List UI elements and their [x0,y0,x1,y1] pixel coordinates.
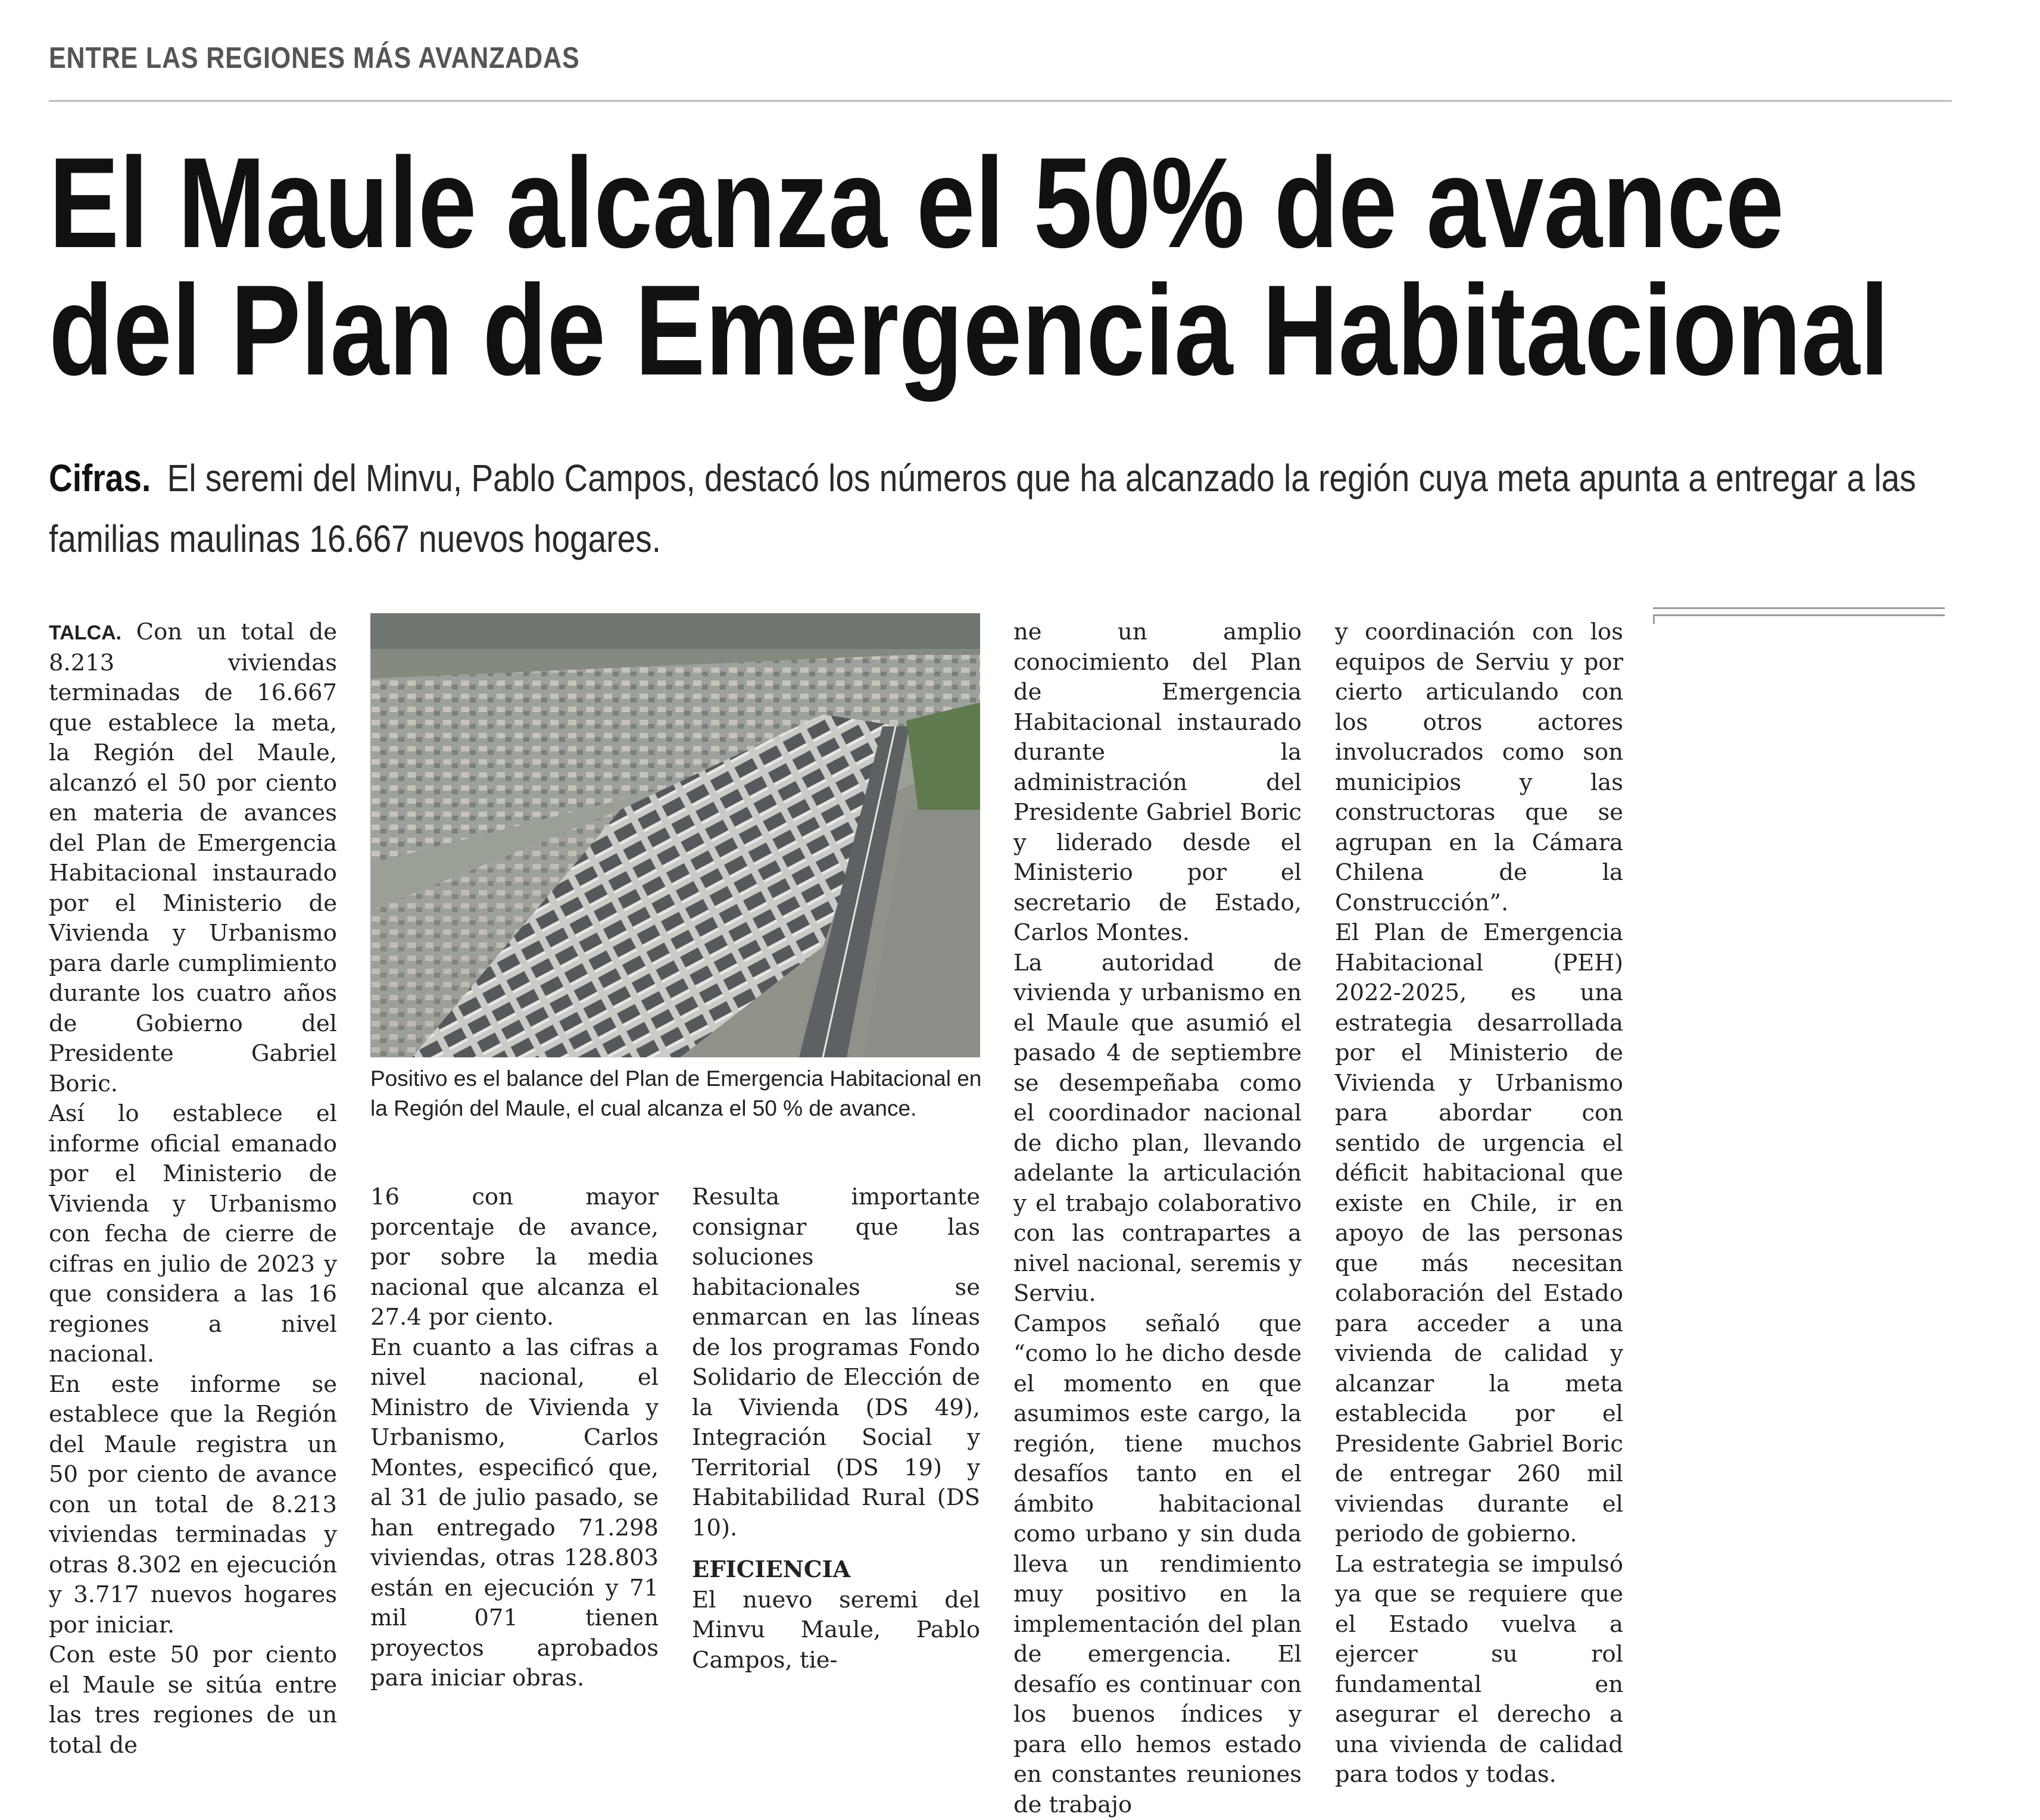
col1-paragraph-2: Así lo establece el informe oficial emanado por el Ministerio de Vivienda y Urbanismo con fecha de cierre de cifras en julio de 2023 y que considera a las 16 regiones a nivel nacional. [49,1099,337,1370]
body-column-4 [1013,617,1302,1820]
lede [49,448,1964,569]
col1-paragraph-3: En este informe se establece que la Región del Maule registra un 50 por ciento de avance con un total de 8.213 viviendas terminadas y otras 8.302 en ejecución y 3.717 nuevos hogares por iniciar. [49,1370,337,1641]
col5-paragraph-2: El Plan de Emergencia Habitacional (PEH) 2022-2025, es una estrategia desarrollada por el Ministerio de Vivienda y Urbanismo para abordar con sentido de urgencia el déficit habitacional que existe en Chile, ir en apoyo de las personas que más necesitan colaboración del Estado para acceder a una vivienda de calidad y alcanzar la meta establecida por el Presidente Gabriel Boric de entregar 260 mil viviendas durante el periodo de gobierno. [1335,918,1623,1550]
body-column-3 [692,1182,980,1675]
headline [49,138,1680,393]
photo-caption: Positivo es el balance del Plan de Emergencia Habitacional en la Región del Maule, el cual alcanza el 50 % de avance. [370,1064,990,1123]
col3-paragraph-2: El nuevo seremi del Minvu Maule, Pablo Campos, tie- [692,1585,980,1676]
sidebar-box-frame [1653,607,1945,624]
housing-aerial-photo [370,613,980,1057]
sidebar-rule-top [1653,607,1945,609]
col4-paragraph-1: ne un amplio conocimiento del Plan de Emergencia Habitacional instaurado durante la administración del Presidente Gabriel Boric y liderado desde el Ministerio por el secretario de Estado, Carlos Montes. [1013,617,1302,948]
lede-label: Cifras. [49,457,151,500]
col1-p1-text: Con un total de 8.213 viviendas terminadas de 16.667 que establece la meta, la Región del Maule, alcanzó el 50 por ciento en materia de avances del Plan de Emergencia Habitacional instaurado por el Ministerio de Vivienda y Urbanismo para darle cumplimiento durante los cuatro años de Gobierno del Presidente Gabriel Boric. [49,619,337,1097]
col3-paragraph-1: Resulta importante consignar que las soluciones habitacionales se enmarcan en las líneas de los programas Fondo Solidario de Elección de la Vivienda (DS 49), Integración Social y Territorial (DS 19) y Habitabilidad Rural (DS 10). [692,1182,980,1543]
col2-paragraph-2: En cuanto a las cifras a nivel nacional, el Ministro de Vivienda y Urbanismo, Carlos Montes, especificó que, al 31 de julio pasado, se han entregado 71.298 viviendas, otras 128.803 están en ejecución y 71 mil 071 tienen proyectos aprobados para iniciar obras. [370,1333,659,1694]
kicker: ENTRE LAS REGIONES MÁS AVANZADAS [49,40,580,75]
aerial-photo-illustration [370,613,980,1057]
dateline: TALCA. [49,622,121,644]
col5-paragraph-1: y coordinación con los equipos de Serviu y por cierto articulando con los otros actores involucrados como son municipios y las constructoras que se agrupan en la Cámara Chilena de la Construcción”. [1335,617,1623,918]
headline-line-1: El Maule alcanza el 50% de avance [49,138,1680,266]
sidebar-rule-tick [1653,614,1655,624]
body-column-5 [1335,617,1623,1790]
headline-line-2: del Plan de Emergencia Habitacional [49,266,1680,393]
sidebar-rule-bottom [1653,614,1945,616]
col4-paragraph-3: Campos señaló que “como lo he dicho desde el momento en que asumimos este cargo, la región, tiene muchos desafíos tanto en el ámbito habitacional como urbano y sin duda lleva un rendimiento muy positivo en la implementación del plan de emergencia. El desafío es continuar con los buenos índices y para ello hemos estado en constantes reuniones de trabajo [1013,1309,1302,1820]
col4-paragraph-2: La autoridad de vivienda y urbanismo en el Maule que asumió el pasado 4 de septiembre se desempeñaba como el coordinador nacional de dicho plan, llevando adelante la articulación y el trabajo colaborativo con las contrapartes a nivel nacional, seremis y Serviu. [1013,948,1302,1309]
col5-paragraph-3: La estrategia se impulsó ya que se requiere que el Estado vuelva a ejercer su rol fundamental en asegurar el derecho a una vivienda de calidad para todos y todas. [1335,1550,1623,1790]
col1-paragraph-1 [49,617,337,1099]
section-subhead: EFICIENCIA [692,1555,980,1585]
top-rule [49,100,1952,102]
body-column-2 [370,1182,659,1694]
lede-text: El seremi del Minvu, Pablo Campos, destacó los números que ha alcanzado la región cuya meta apunta a entregar a las familias maulinas 16.667 nuevos hogares. [49,457,1916,560]
body-column-1 [49,617,337,1760]
col1-paragraph-4: Con este 50 por ciento el Maule se sitúa entre las tres regiones de un total de [49,1640,337,1760]
col2-paragraph-1: 16 con mayor porcentaje de avance, por sobre la media nacional que alcanza el 27.4 por ciento. [370,1182,659,1333]
